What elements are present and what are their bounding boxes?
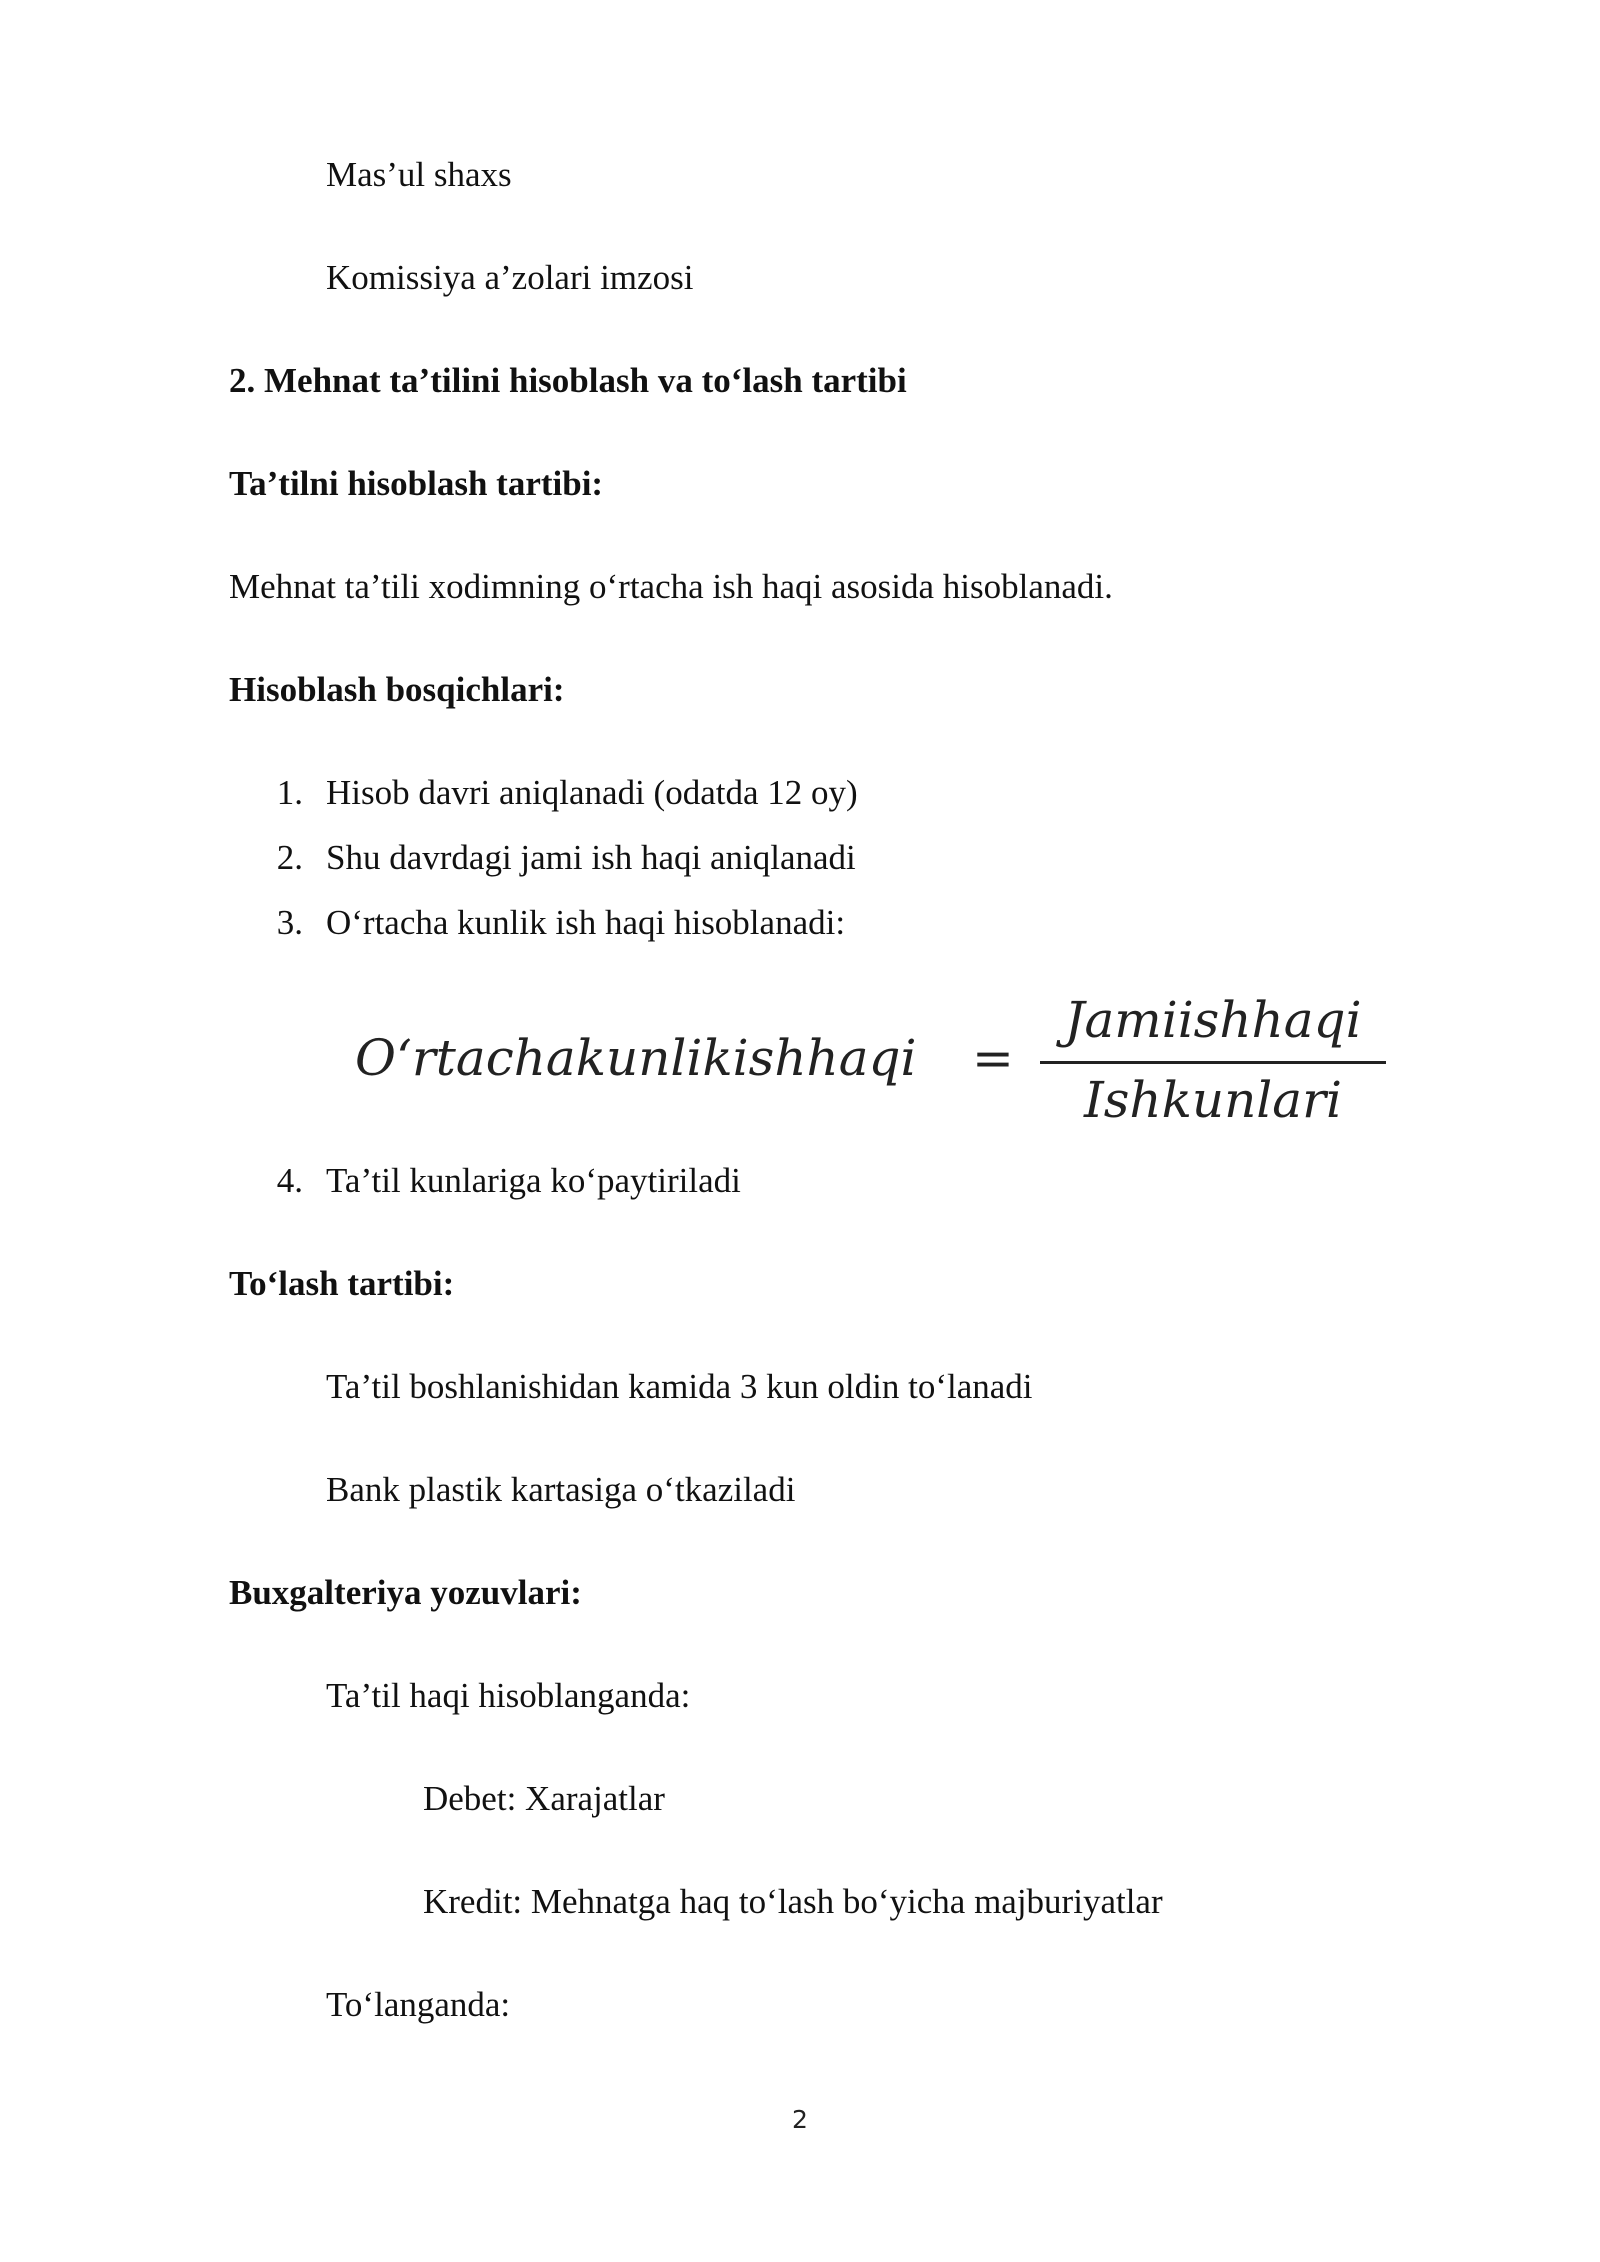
accrual-entry-label: Ta’til haqi hisoblanganda:	[326, 1676, 691, 1715]
list-item-number: 1.	[276, 773, 303, 812]
list-item-number: 4.	[276, 1161, 303, 1200]
list-item-text: Hisob davri aniqlanadi (odatda 12 oy)	[326, 773, 858, 812]
list-item-number: 2.	[276, 838, 303, 877]
section-heading: 2. Mehnat ta’tilini hisoblash va to‘lash tartibi	[229, 361, 907, 400]
payment-order-heading: To‘lash tartibi:	[229, 1264, 455, 1303]
formula-denominator: Ishkunlari	[1083, 1071, 1342, 1129]
list-item-text: O‘rtacha kunlik ish haqi hisoblanadi:	[326, 903, 846, 942]
formula-fraction	[1038, 990, 1388, 1140]
formula-numerator: Jamiishhaqi	[1064, 991, 1362, 1049]
komissiya-signature-line: Komissiya a’zolari imzosi	[326, 258, 694, 297]
calculation-steps-heading: Hisoblash bosqichlari:	[229, 670, 565, 709]
page-number: 2	[792, 2105, 808, 2134]
list-item-number: 3.	[276, 903, 303, 942]
formula-left-side: O‘rtachakunlikishhaqi	[355, 1029, 917, 1087]
payment-entry-label: To‘langanda:	[326, 1985, 511, 2024]
fraction-bar	[1040, 1061, 1386, 1064]
debit-line: Debet: Xarajatlar	[423, 1779, 665, 1818]
list-item-text: Ta’til kunlariga ko‘paytiriladi	[326, 1161, 741, 1200]
average-daily-wage-formula	[355, 990, 1395, 1140]
credit-line: Kredit: Mehnatga haq to‘lash bo‘yicha majburiyatlar	[423, 1882, 1163, 1921]
payment-timing-line: Ta’til boshlanishidan kamida 3 kun oldin to‘lanadi	[326, 1367, 1033, 1406]
list-item-text: Shu davrdagi jami ish haqi aniqlanadi	[326, 838, 856, 877]
calculation-order-heading: Ta’tilni hisoblash tartibi:	[229, 464, 604, 503]
masul-shaxs-line: Mas’ul shaxs	[326, 155, 512, 194]
accounting-entries-heading: Buxgalteriya yozuvlari:	[229, 1573, 582, 1612]
payment-method-line: Bank plastik kartasiga o‘tkaziladi	[326, 1470, 796, 1509]
intro-paragraph: Mehnat ta’tili xodimning o‘rtacha ish haqi asosida hisoblanadi.	[229, 567, 1113, 606]
formula-equals-sign: =	[972, 1029, 1014, 1087]
